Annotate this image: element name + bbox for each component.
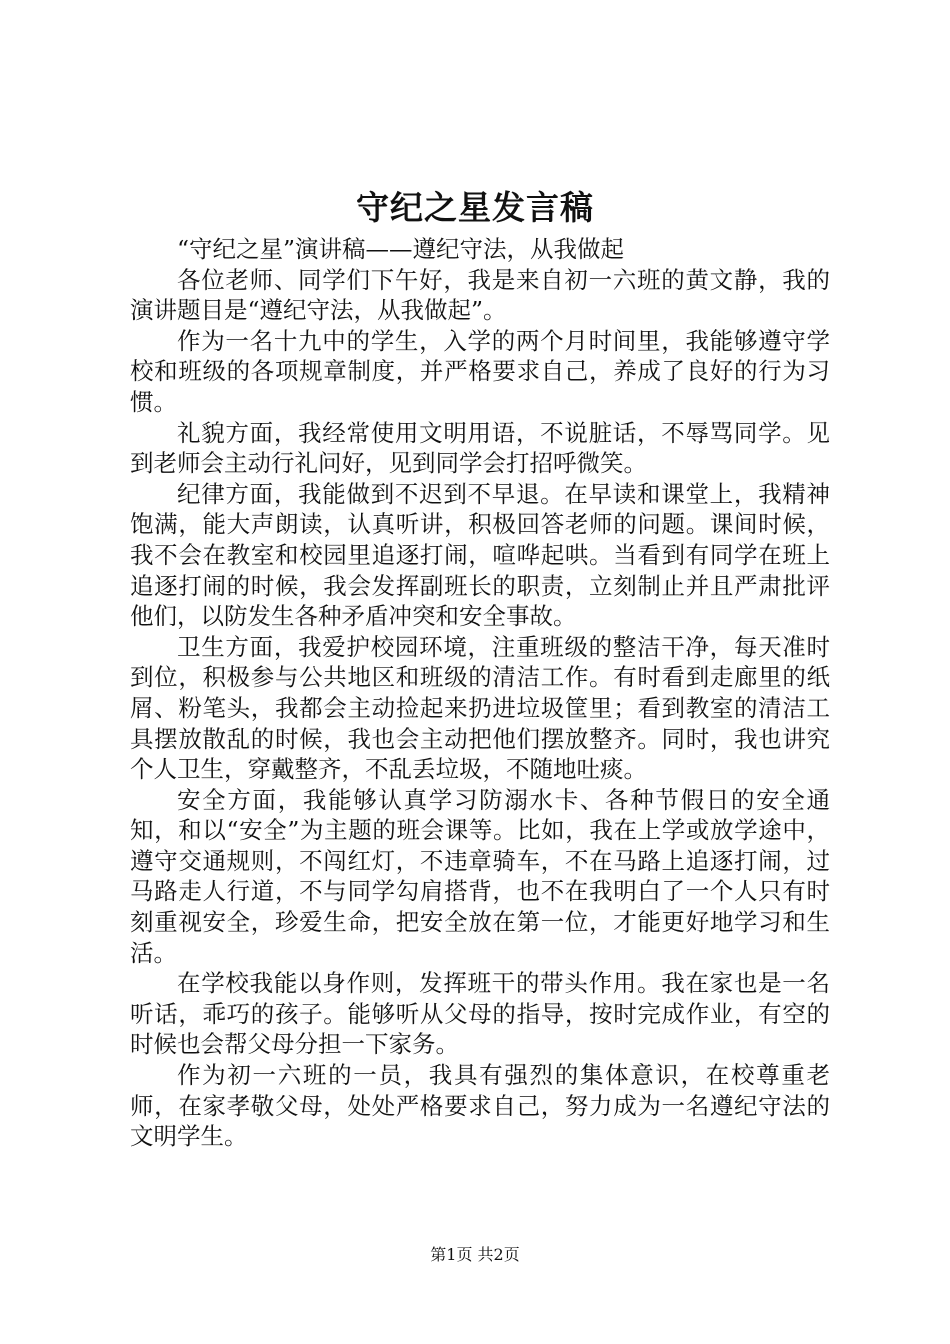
paragraph-subtitle: “守纪之星”演讲稿——遵纪守法，从我做起 [177,235,625,263]
paragraph-intro: 作为一名十九中的学生，入学的两个月时间里，我能够遵守学校和班级的各项规章制度，并严格要求自己，养成了良好的行为习惯。 [130,326,830,416]
paragraph-greeting: 各位老师、同学们下午好，我是来自初一六班的黄文静，我的演讲题目是“遵纪守法，从我做起”。 [130,265,830,325]
paragraph-conclusion: 作为初一六班的一员，我具有强烈的集体意识，在校尊重老师，在家孝敬父母，处处严格要求自己，努力成为一名遵纪守法的文明学生。 [130,1061,830,1151]
page-footer: 第1页 共2页 [430,1245,520,1264]
paragraph-hygiene: 卫生方面，我爱护校园环境，注重班级的整洁干净，每天准时到位，积极参与公共地区和班级的清洁工作。有时看到走廊里的纸屑、粉笔头，我都会主动捡起来扔进垃圾筐里；看到教室的清洁工具摆放散乱的时候，我也会主动把他们摆放整齐。同时，我也讲究个人卫生，穿戴整齐，不乱丢垃圾，不随地吐痰。 [130,632,830,784]
document-body [130,234,830,1152]
paragraph-discipline: 纪律方面，我能做到不迟到不早退。在早读和课堂上，我精神饱满，能大声朗读，认真听讲，积极回答老师的问题。课间时候，我不会在教室和校园里追逐打闹，喧哗起哄。当看到有同学在班上追逐打闹的时候，我会发挥副班长的职责，立刻制止并且严肃批评他们，以防发生各种矛盾冲突和安全事故。 [130,479,830,631]
paragraph-courtesy: 礼貌方面，我经常使用文明用语，不说脏话，不辱骂同学。见到老师会主动行礼问好，见到同学会打招呼微笑。 [130,418,830,478]
paragraph-safety: 安全方面，我能够认真学习防溺水卡、各种节假日的安全通知，和以“安全”为主题的班会课等。比如，我在上学或放学途中，遵守交通规则，不闯红灯，不违章骑车，不在马路上追逐打闹，过马路走人行道，不与同学勾肩搭背，也不在我明白了一个人只有时刻重视安全，珍爱生命，把安全放在第一位，才能更好地学习和生活。 [130,785,830,967]
document-title: 守纪之星发言稿 [356,188,594,227]
paragraph-example: 在学校我能以身作则，发挥班干的带头作用。我在家也是一名听话，乖巧的孩子。能够听从父母的指导，按时完成作业，有空的时候也会帮父母分担一下家务。 [130,969,830,1059]
